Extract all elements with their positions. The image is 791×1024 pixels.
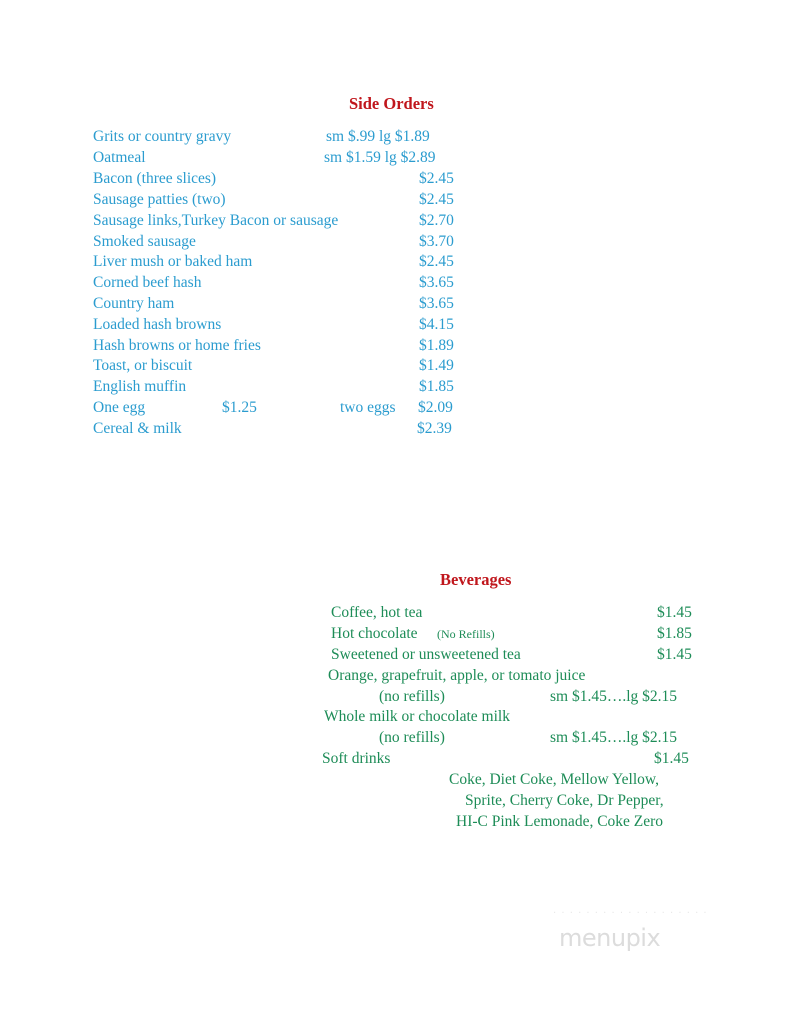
item-size-prices: sm $1.45….lg $2.15	[550, 688, 678, 705]
item-name: Smoked sausage	[93, 233, 196, 250]
item-price: $1.85	[657, 625, 692, 642]
item-name: Corned beef hash	[93, 274, 202, 291]
item-name: Sausage links,Turkey Bacon or sausage	[93, 212, 339, 229]
soft-drink-list: HI-C Pink Lemonade, Coke Zero	[456, 813, 664, 830]
soft-drink-list: Sprite, Cherry Coke, Dr Pepper,	[465, 792, 664, 809]
item-price: $3.70	[419, 233, 454, 250]
item-name: Oatmeal	[93, 149, 146, 166]
item-price: $1.45	[657, 604, 692, 621]
item-name: Sausage patties (two)	[93, 191, 226, 208]
item-name: Grits or country gravy	[93, 128, 232, 145]
item-price: $2.45	[419, 191, 454, 208]
beverages-title: Beverages	[440, 570, 512, 589]
item-note: (no refills)	[379, 729, 445, 746]
item-name: One egg	[93, 399, 146, 416]
item-name: Bacon (three slices)	[93, 170, 217, 187]
item-price: $1.45	[657, 646, 692, 663]
item-price: $1.89	[419, 337, 454, 354]
item-name: English muffin	[93, 378, 187, 395]
item-price: $1.49	[419, 357, 454, 374]
item-name: Loaded hash browns	[93, 316, 222, 333]
item-price: $2.39	[417, 420, 452, 437]
watermark-dots: · · · · · · · · · · · · · · · · · · ·	[553, 908, 708, 919]
side-orders-title: Side Orders	[349, 94, 434, 113]
item-name: Sweetened or unsweetened tea	[331, 646, 521, 663]
item-name: Orange, grapefruit, apple, or tomato juice	[328, 667, 586, 684]
item-name: Hot chocolate	[331, 625, 418, 642]
item-name: Whole milk or chocolate milk	[324, 708, 510, 725]
watermark	[553, 908, 711, 968]
item-name: Coffee, hot tea	[331, 604, 423, 621]
soft-drink-list: Coke, Diet Coke, Mellow Yellow,	[449, 771, 659, 788]
item-price: $1.85	[419, 378, 454, 395]
item-size-prices: sm $.99 lg $1.89	[326, 128, 430, 145]
item-name: Hash browns or home fries	[93, 337, 261, 354]
item-price: $4.15	[419, 316, 454, 333]
item-note: (No Refills)	[437, 627, 495, 641]
watermark-logo: menupix	[559, 924, 661, 952]
item-alt-label: two eggs	[340, 399, 396, 416]
item-price: $2.09	[418, 399, 453, 416]
item-name: Toast, or biscuit	[93, 357, 193, 374]
item-size-prices: sm $1.59 lg $2.89	[324, 149, 436, 166]
item-price: $3.65	[419, 274, 454, 291]
item-name: Liver mush or baked ham	[93, 253, 253, 270]
item-price: $3.65	[419, 295, 454, 312]
item-size-prices: sm $1.45….lg $2.15	[550, 729, 678, 746]
item-price: $2.45	[419, 170, 454, 187]
item-price: $1.45	[654, 750, 689, 767]
item-single-price: $1.25	[222, 399, 257, 416]
item-name: Country ham	[93, 295, 175, 312]
item-note: (no refills)	[379, 688, 445, 705]
item-price: $2.45	[419, 253, 454, 270]
item-price: $2.70	[419, 212, 454, 229]
item-name: Soft drinks	[322, 750, 391, 767]
item-name: Cereal & milk	[93, 420, 182, 437]
